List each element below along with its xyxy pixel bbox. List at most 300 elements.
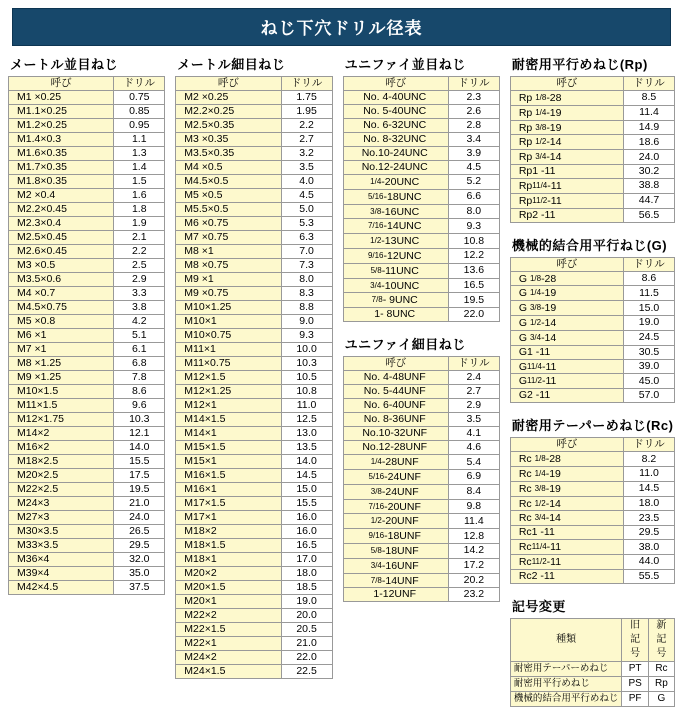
drill-diameter: 3.8 [114, 301, 165, 315]
table-row [176, 343, 332, 357]
thread-designation: M3.5×0.6 [9, 273, 114, 287]
table-row [343, 278, 499, 293]
table-row [176, 119, 332, 133]
table-row [510, 301, 674, 316]
thread-designation: Rp1 -11 [510, 164, 623, 178]
table-row [343, 147, 499, 161]
table-row [176, 301, 332, 315]
drill-diameter: 17.5 [114, 469, 165, 483]
drill-diameter: 0.75 [114, 91, 165, 105]
thread-designation: Rc11/4-11 [510, 540, 623, 555]
table-row [343, 385, 499, 399]
thread-designation: G 1/4-19 [510, 286, 623, 301]
thread-designation: M10×0.75 [176, 329, 281, 343]
drill-diameter: 0.85 [114, 105, 165, 119]
table-row [176, 287, 332, 301]
col-header-name: 呼び [510, 438, 623, 452]
thread-designation: M18×2 [176, 525, 281, 539]
drill-diameter: 5.1 [114, 329, 165, 343]
table-row [343, 529, 499, 544]
drill-diameter: 29.5 [114, 539, 165, 553]
drill-diameter: 18.0 [281, 567, 332, 581]
thread-designation: M2.2×0.45 [9, 203, 114, 217]
thread-designation: G 3/8-19 [510, 301, 623, 316]
kigou-header-new: 新記号 [648, 618, 674, 661]
col-header-drill: ドリル [281, 77, 332, 91]
thread-designation: Rp 1/8-28 [510, 91, 623, 106]
drill-diameter: 23.2 [448, 588, 499, 602]
table-row [176, 441, 332, 455]
drill-diameter: 2.7 [448, 385, 499, 399]
table-unc [343, 76, 500, 322]
drill-diameter: 7.3 [281, 259, 332, 273]
thread-designation: Rp 3/8-19 [510, 120, 623, 135]
thread-designation: Rp 1/2-14 [510, 135, 623, 150]
drill-diameter: 38.0 [623, 540, 674, 555]
thread-designation: 7/8- 9UNC [343, 293, 448, 308]
thread-designation: M17×1.5 [176, 497, 281, 511]
thread-designation: 3/4-16UNF [343, 558, 448, 573]
thread-designation: 1/4-20UNC [343, 175, 448, 190]
drill-diameter: 44.7 [623, 193, 674, 208]
thread-designation: G 1/2-14 [510, 315, 623, 330]
drill-diameter: 11.5 [623, 286, 674, 301]
table-row [510, 150, 674, 165]
thread-designation: M18×1.5 [176, 539, 281, 553]
table-row [9, 315, 165, 329]
table-row [176, 385, 332, 399]
drill-diameter: 21.0 [281, 637, 332, 651]
table-row [176, 553, 332, 567]
table-row [9, 203, 165, 217]
table-row [343, 234, 499, 249]
drill-diameter: 38.8 [623, 178, 674, 193]
drill-diameter: 35.0 [114, 567, 165, 581]
table-row [176, 315, 332, 329]
drill-diameter: 13.6 [448, 263, 499, 278]
table-row [176, 427, 332, 441]
drill-diameter: 1.3 [114, 147, 165, 161]
drill-diameter: 11.4 [448, 514, 499, 529]
table-row [176, 637, 332, 651]
table-row [343, 219, 499, 234]
table-row [510, 271, 674, 286]
drill-diameter: 22.5 [281, 665, 332, 679]
drill-diameter: 8.8 [281, 301, 332, 315]
thread-designation: 3/8-16UNC [343, 204, 448, 219]
table-row [343, 588, 499, 602]
thread-designation: G11/4-11 [510, 359, 623, 374]
table-row [9, 329, 165, 343]
drill-diameter: 8.5 [623, 91, 674, 106]
thread-designation: M9 ×1.25 [9, 371, 114, 385]
table-row [9, 469, 165, 483]
table-row [510, 511, 674, 526]
drill-diameter: 20.2 [448, 573, 499, 588]
thread-designation: Rp11/2-11 [510, 193, 623, 208]
thread-designation: M14×1 [176, 427, 281, 441]
drill-diameter: 14.0 [281, 455, 332, 469]
thread-designation: M8 ×1.25 [9, 357, 114, 371]
column-metric-coarse [8, 54, 165, 595]
section-title-g: 機械的結合用平行ねじ(G) [511, 237, 668, 253]
thread-designation: M24×3 [9, 497, 114, 511]
table-row [510, 178, 674, 193]
drill-diameter: 19.5 [448, 293, 499, 308]
drill-diameter: 16.0 [281, 511, 332, 525]
table-row [176, 175, 332, 189]
tbody-metric-fine [176, 91, 332, 679]
col-header-drill: ドリル [623, 257, 674, 271]
table-row [510, 105, 674, 120]
table-row [510, 286, 674, 301]
thread-designation: G2 -11 [510, 389, 623, 403]
drill-diameter: 17.0 [281, 553, 332, 567]
table-row [9, 525, 165, 539]
col-header-drill: ドリル [114, 77, 165, 91]
thread-designation: Rp2 -11 [510, 208, 623, 222]
column-unified [343, 54, 500, 602]
drill-diameter: 44.0 [623, 554, 674, 569]
drill-diameter: 2.6 [448, 105, 499, 119]
col-header-drill: ドリル [623, 77, 674, 91]
drill-diameter: 7.8 [114, 371, 165, 385]
thread-designation: M3.5×0.35 [176, 147, 281, 161]
col-header-name: 呼び [343, 77, 448, 91]
thread-designation: M2 ×0.4 [9, 189, 114, 203]
table-row [9, 511, 165, 525]
drill-diameter: 10.5 [281, 371, 332, 385]
drill-diameter: 1.9 [114, 217, 165, 231]
drill-diameter: 5.4 [448, 455, 499, 470]
tbody-symbol-change [510, 661, 674, 706]
table-row [510, 135, 674, 150]
table-rc [510, 437, 675, 584]
table-row [176, 329, 332, 343]
table-row [510, 466, 674, 481]
drill-diameter: 2.3 [448, 91, 499, 105]
table-row [176, 511, 332, 525]
thread-designation: M2.5×0.35 [176, 119, 281, 133]
thread-designation: M27×3 [9, 511, 114, 525]
table-row [510, 91, 674, 106]
drill-diameter: 8.2 [623, 452, 674, 467]
thread-designation: G11/2-11 [510, 374, 623, 389]
table-row [343, 308, 499, 322]
thread-designation: M3 ×0.5 [9, 259, 114, 273]
table-row [343, 371, 499, 385]
kigou-header-type: 種類 [510, 618, 622, 661]
drill-diameter: 4.1 [448, 427, 499, 441]
drill-diameter: 3.5 [448, 413, 499, 427]
drill-diameter: 23.5 [623, 511, 674, 526]
drill-diameter: 11.0 [281, 399, 332, 413]
thread-designation: M5.5×0.5 [176, 203, 281, 217]
drill-diameter: 29.5 [623, 526, 674, 540]
section-title-metric-coarse: メートル並目ねじ [10, 57, 119, 72]
table-row [176, 595, 332, 609]
table-row [176, 371, 332, 385]
table-g [510, 257, 675, 404]
drill-diameter: 18.0 [623, 496, 674, 511]
thread-designation: No. 5-44UNF [343, 385, 448, 399]
drill-diameter: 10.8 [448, 234, 499, 249]
col-header-drill: ドリル [448, 77, 499, 91]
table-row [510, 526, 674, 540]
drill-diameter: 10.3 [114, 413, 165, 427]
drill-diameter: 11.4 [623, 105, 674, 120]
page-title: ねじ下穴ドリル径表 [12, 8, 671, 46]
thread-designation: No. 4-48UNF [343, 371, 448, 385]
table-row [9, 581, 165, 595]
thread-designation: 5/8-18UNF [343, 543, 448, 558]
thread-designation: Rp 3/4-14 [510, 150, 623, 165]
table-row [9, 301, 165, 315]
thread-designation: M6 ×0.75 [176, 217, 281, 231]
drill-diameter: 4.0 [281, 175, 332, 189]
table-row [9, 553, 165, 567]
table-row [9, 189, 165, 203]
drill-diameter: 14.9 [623, 120, 674, 135]
drill-diameter: 8.0 [448, 204, 499, 219]
drill-diameter: 0.95 [114, 119, 165, 133]
thread-designation: M11×0.75 [176, 357, 281, 371]
thread-designation: 1- 8UNC [343, 308, 448, 322]
table-row [343, 133, 499, 147]
drill-diameter: 14.5 [623, 481, 674, 496]
table-row [9, 231, 165, 245]
table-rp [510, 76, 675, 223]
table-row [510, 676, 674, 691]
drill-diameter: 3.4 [448, 133, 499, 147]
drill-diameter: 6.9 [448, 469, 499, 484]
drill-diameter: 39.0 [623, 359, 674, 374]
drill-diameter: 8.6 [623, 271, 674, 286]
thread-designation: Rc 1/8-28 [510, 452, 623, 467]
thread-designation: No.12-24UNC [343, 161, 448, 175]
table-row [176, 665, 332, 679]
symbol-new: Rp [648, 676, 674, 691]
drill-diameter: 2.2 [281, 119, 332, 133]
table-row [176, 259, 332, 273]
thread-designation: M12×1.25 [176, 385, 281, 399]
table-row [176, 567, 332, 581]
tbody-metric-coarse [9, 91, 165, 595]
table-row [9, 91, 165, 105]
thread-designation: M2.2×0.25 [176, 105, 281, 119]
drill-diameter: 1.6 [114, 189, 165, 203]
drill-diameter: 13.5 [281, 441, 332, 455]
table-row [343, 399, 499, 413]
thread-designation: M1.8×0.35 [9, 175, 114, 189]
drill-diameter: 24.0 [114, 511, 165, 525]
thread-designation: M30×3.5 [9, 525, 114, 539]
drill-diameter: 4.5 [281, 189, 332, 203]
table-row [510, 374, 674, 389]
symbol-type: 耐密用テーパーめねじ [510, 661, 622, 676]
drill-diameter: 19.5 [114, 483, 165, 497]
drill-diameter: 19.0 [281, 595, 332, 609]
drill-diameter: 22.0 [448, 308, 499, 322]
drill-diameter: 30.5 [623, 345, 674, 359]
symbol-type: 機械的結合用平行めねじ [510, 691, 622, 706]
drill-diameter: 15.0 [281, 483, 332, 497]
drill-diameter: 3.9 [448, 147, 499, 161]
thread-designation: M4 ×0.5 [176, 161, 281, 175]
table-row [343, 484, 499, 499]
drill-diameter: 12.2 [448, 248, 499, 263]
table-row [510, 389, 674, 403]
drill-diameter: 15.5 [114, 455, 165, 469]
drill-diameter: 2.2 [114, 245, 165, 259]
col-header-name: 呼び [510, 257, 623, 271]
drill-diameter: 1.1 [114, 133, 165, 147]
table-row [343, 427, 499, 441]
drill-diameter: 7.0 [281, 245, 332, 259]
thread-designation: M1.4×0.3 [9, 133, 114, 147]
table-row [9, 539, 165, 553]
thread-designation: 9/16-18UNF [343, 529, 448, 544]
thread-designation: M12×1.5 [176, 371, 281, 385]
table-row [343, 293, 499, 308]
table-row [510, 345, 674, 359]
thread-designation: Rc2 -11 [510, 569, 623, 583]
thread-designation: G 3/4-14 [510, 330, 623, 345]
table-row [510, 569, 674, 583]
drill-diameter: 14.2 [448, 543, 499, 558]
col-header-name: 呼び [343, 357, 448, 371]
table-row [343, 514, 499, 529]
drill-diameter: 17.2 [448, 558, 499, 573]
drill-diameter: 2.5 [114, 259, 165, 273]
thread-designation: M8 ×1 [176, 245, 281, 259]
table-row [343, 573, 499, 588]
table-row [176, 623, 332, 637]
table-row [510, 164, 674, 178]
drill-diameter: 3.5 [281, 161, 332, 175]
drill-diameter: 6.3 [281, 231, 332, 245]
thread-designation: M20×2.5 [9, 469, 114, 483]
thread-designation: M14×2 [9, 427, 114, 441]
thread-designation: 7/16-14UNC [343, 219, 448, 234]
table-row [510, 193, 674, 208]
table-row [9, 245, 165, 259]
thread-designation: M39×4 [9, 567, 114, 581]
table-row [343, 91, 499, 105]
drill-diameter: 13.0 [281, 427, 332, 441]
drill-diameter: 16.5 [281, 539, 332, 553]
table-row [176, 147, 332, 161]
table-row [176, 539, 332, 553]
table-row [343, 558, 499, 573]
thread-designation: M7 ×1 [9, 343, 114, 357]
thread-designation: M24×1.5 [176, 665, 281, 679]
table-row [9, 455, 165, 469]
table-row [510, 120, 674, 135]
drill-diameter: 37.5 [114, 581, 165, 595]
drill-diameter: 8.0 [281, 273, 332, 287]
drill-diameter: 22.0 [281, 651, 332, 665]
table-row [9, 441, 165, 455]
drill-diameter: 10.3 [281, 357, 332, 371]
drill-diameter: 14.0 [114, 441, 165, 455]
symbol-type: 耐密用平行めねじ [510, 676, 622, 691]
thread-designation: M6 ×1 [9, 329, 114, 343]
table-row [9, 287, 165, 301]
thread-designation: 5/16-24UNF [343, 469, 448, 484]
section-title-metric-fine: メートル細目ねじ [177, 57, 286, 72]
drill-diameter: 16.0 [281, 525, 332, 539]
section-title-kigou: 記号変更 [511, 598, 566, 614]
table-row [176, 217, 332, 231]
table-row [176, 105, 332, 119]
drill-diameter: 12.8 [448, 529, 499, 544]
table-row [9, 105, 165, 119]
table-row [176, 189, 332, 203]
thread-designation: M12×1 [176, 399, 281, 413]
table-row [9, 217, 165, 231]
columns-container [8, 54, 675, 707]
drill-diameter: 32.0 [114, 553, 165, 567]
drill-diameter: 11.0 [623, 466, 674, 481]
tbody-rc [510, 452, 674, 584]
table-row [9, 133, 165, 147]
thread-designation: 3/4-10UNC [343, 278, 448, 293]
drill-diameter: 5.0 [281, 203, 332, 217]
table-row [176, 91, 332, 105]
table-row [510, 496, 674, 511]
thread-designation: M20×2 [176, 567, 281, 581]
thread-designation: Rp 1/4-19 [510, 105, 623, 120]
drill-diameter: 8.4 [448, 484, 499, 499]
table-row [9, 343, 165, 357]
thread-designation: M16×1.5 [176, 469, 281, 483]
thread-designation: M16×2 [9, 441, 114, 455]
table-row [510, 315, 674, 330]
table-symbol-change [510, 618, 675, 707]
drill-diameter: 18.6 [623, 135, 674, 150]
drill-diameter: 1.95 [281, 105, 332, 119]
table-row [343, 189, 499, 204]
table-row [176, 399, 332, 413]
table-row [9, 497, 165, 511]
thread-designation: M2.3×0.4 [9, 217, 114, 231]
drill-diameter: 16.5 [448, 278, 499, 293]
thread-designation: M22×2 [176, 609, 281, 623]
drill-diameter: 1.5 [114, 175, 165, 189]
col-header-name: 呼び [176, 77, 281, 91]
drill-diameter: 5.3 [281, 217, 332, 231]
thread-designation: M1.7×0.35 [9, 161, 114, 175]
thread-designation: M12×1.75 [9, 413, 114, 427]
table-row [343, 413, 499, 427]
table-row [176, 161, 332, 175]
drill-diameter: 2.1 [114, 231, 165, 245]
drill-diameter: 26.5 [114, 525, 165, 539]
drill-diameter: 10.8 [281, 385, 332, 399]
thread-designation: M15×1.5 [176, 441, 281, 455]
col-header-drill: ドリル [448, 357, 499, 371]
thread-designation: G 1/8-28 [510, 271, 623, 286]
thread-designation: M17×1 [176, 511, 281, 525]
thread-designation: M5 ×0.8 [9, 315, 114, 329]
table-row [343, 441, 499, 455]
thread-designation: M10×1 [176, 315, 281, 329]
table-row [343, 248, 499, 263]
table-row [176, 231, 332, 245]
table-row [510, 359, 674, 374]
symbol-old: PT [622, 661, 649, 676]
